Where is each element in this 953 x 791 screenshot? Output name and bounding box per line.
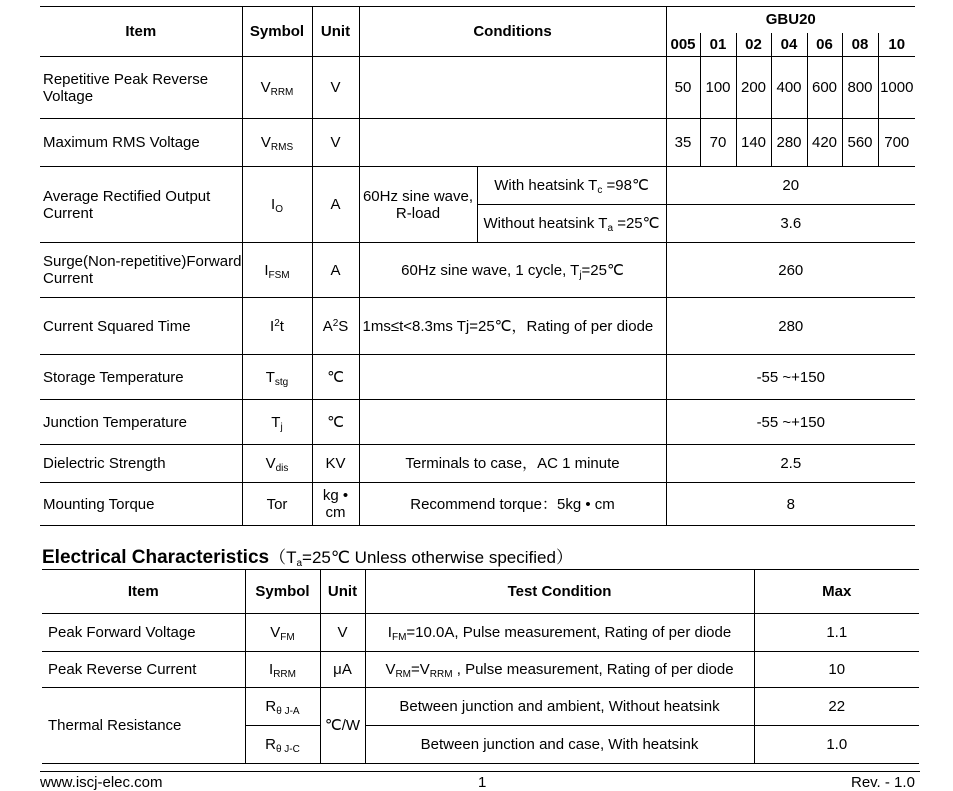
table-row	[42, 652, 919, 688]
table-row	[40, 298, 915, 355]
symbol-cell: $V_{RMS}$	[242, 119, 312, 167]
table-row	[40, 483, 915, 526]
footer-page-number: 1	[478, 774, 487, 791]
condition-cell: With heatsink $T_c$ =98℃	[477, 167, 666, 205]
condition-cell: Between junction and case, With heatsink	[365, 726, 754, 764]
grade-header: 01	[700, 33, 736, 57]
item-label: Thermal Resistance	[42, 688, 245, 764]
value-cell: 50	[666, 57, 700, 119]
condition-cell: Terminals to case，AC 1 minute	[359, 445, 666, 483]
value-cell: 100	[700, 57, 736, 119]
grade-header: 06	[807, 33, 842, 57]
grade-header: 10	[878, 33, 915, 57]
item-label: Current Squared Time	[40, 298, 242, 355]
footer-website: www.iscj-elec.com	[40, 774, 163, 791]
item-label: Average Rectified Output Current	[40, 167, 242, 243]
header-test-condition: Test Condition	[365, 570, 754, 614]
item-label: Peak Reverse Current	[42, 652, 245, 688]
value-cell: 140	[736, 119, 771, 167]
max-cell: 10	[754, 652, 919, 688]
value-cell: -55 ~+150	[666, 400, 915, 445]
symbol-cell: $V_{RRM}$	[242, 57, 312, 119]
unit-cell: KV	[312, 445, 359, 483]
grade-header: 04	[771, 33, 807, 57]
item-label: Surge(Non-repetitive)Forward Current	[40, 243, 242, 298]
symbol-cell: $R_{\theta J-C}$	[245, 726, 320, 764]
section-title: Electrical Characteristics	[42, 547, 270, 568]
header-symbol: Symbol	[242, 7, 312, 57]
condition-cell: 60Hz sine wave, 1 cycle, $T_j=25℃$	[359, 243, 666, 298]
item-label: Peak Forward Voltage	[42, 614, 245, 652]
header-item: Item	[40, 7, 242, 57]
max-cell: 1.0	[754, 726, 919, 764]
symbol-cell: $R_{\theta J-A}$	[245, 688, 320, 726]
value-cell: 280	[771, 119, 807, 167]
value-cell: 280	[666, 298, 915, 355]
value-cell: 20	[666, 167, 915, 205]
value-cell: 700	[878, 119, 915, 167]
grade-header: 08	[842, 33, 878, 57]
symbol-cell: $I_{RRM}$	[245, 652, 320, 688]
unit-cell: $A^2S$	[312, 298, 359, 355]
header-unit: Unit	[320, 570, 365, 614]
header-unit: Unit	[312, 7, 359, 57]
table-row	[42, 688, 919, 726]
symbol-cell: $T_{stg}$	[242, 355, 312, 400]
value-cell: 2.5	[666, 445, 915, 483]
max-cell: 22	[754, 688, 919, 726]
table-row	[40, 167, 915, 205]
value-cell: 35	[666, 119, 700, 167]
condition-cell: $V_{RM}=V_{RRM}$ , Pulse measurement, Rating of per diode	[365, 652, 754, 688]
unit-cell: V	[320, 614, 365, 652]
value-cell: 560	[842, 119, 878, 167]
symbol-cell: $V_{FM}$	[245, 614, 320, 652]
condition-cell: 60Hz sine wave, R-load	[359, 167, 477, 243]
table-row	[40, 355, 915, 400]
item-label: Junction Temperature	[40, 400, 242, 445]
value-cell: 800	[842, 57, 878, 119]
unit-cell: V	[312, 119, 359, 167]
unit-cell: ℃	[312, 400, 359, 445]
header-symbol: Symbol	[245, 570, 320, 614]
value-cell: -55 ~+150	[666, 355, 915, 400]
unit-cell: μA	[320, 652, 365, 688]
grade-header: 02	[736, 33, 771, 57]
symbol-cell: $I^2t$	[242, 298, 312, 355]
unit-cell: kg • cm	[312, 483, 359, 526]
value-cell: 8	[666, 483, 915, 526]
item-label: Dielectric Strength	[40, 445, 242, 483]
condition-cell	[359, 119, 666, 167]
header-part-number: GBU20	[666, 7, 915, 33]
unit-cell: A	[312, 167, 359, 243]
section-heading	[42, 543, 573, 569]
symbol-cell: $I_O$	[242, 167, 312, 243]
unit-cell: ℃	[312, 355, 359, 400]
condition-cell	[359, 400, 666, 445]
value-cell: 400	[771, 57, 807, 119]
unit-cell: A	[312, 243, 359, 298]
max-cell: 1.1	[754, 614, 919, 652]
table-row	[40, 243, 915, 298]
condition-cell	[359, 355, 666, 400]
condition-cell: Recommend torque：5kg • cm	[359, 483, 666, 526]
table-row	[42, 614, 919, 652]
value-cell: 420	[807, 119, 842, 167]
header-conditions: Conditions	[359, 7, 666, 57]
item-label: Maximum RMS Voltage	[40, 119, 242, 167]
table-row	[40, 119, 915, 167]
value-cell: 600	[807, 57, 842, 119]
header-item: Item	[42, 570, 245, 614]
symbol-cell: Tor	[242, 483, 312, 526]
symbol-cell: $V_{dis}$	[242, 445, 312, 483]
footer-divider	[40, 771, 920, 772]
value-cell: 260	[666, 243, 915, 298]
value-cell: 1000	[878, 57, 915, 119]
table-row	[40, 57, 915, 119]
condition-cell: $I_{FM}=10.0A$, Pulse measurement, Rating of per diode	[365, 614, 754, 652]
value-cell: 3.6	[666, 205, 915, 243]
header-max: Max	[754, 570, 919, 614]
unit-cell: ℃/W	[320, 688, 365, 764]
electrical-characteristics-table	[42, 569, 919, 764]
footer-revision: Rev. - 1.0	[851, 774, 915, 791]
item-label: Mounting Torque	[40, 483, 242, 526]
table-row	[40, 400, 915, 445]
value-cell: 200	[736, 57, 771, 119]
item-label: Repetitive Peak Reverse Voltage	[40, 57, 242, 119]
grade-header: 005	[666, 33, 700, 57]
table-row	[40, 445, 915, 483]
unit-cell: V	[312, 57, 359, 119]
maximum-ratings-table	[40, 6, 915, 526]
item-label: Storage Temperature	[40, 355, 242, 400]
symbol-cell: $T_j$	[242, 400, 312, 445]
value-cell: 70	[700, 119, 736, 167]
symbol-cell: $I_{FSM}$	[242, 243, 312, 298]
condition-cell: 1ms≤t<8.3ms Tj=25℃，Rating of per diode	[359, 298, 666, 355]
condition-cell: Between junction and ambient, Without heatsink	[365, 688, 754, 726]
condition-cell	[359, 57, 666, 119]
section-condition: （$T_a=25℃$ Unless otherwise specified）	[269, 548, 573, 569]
condition-cell: Without heatsink $T_a$ =25℃	[477, 205, 666, 243]
